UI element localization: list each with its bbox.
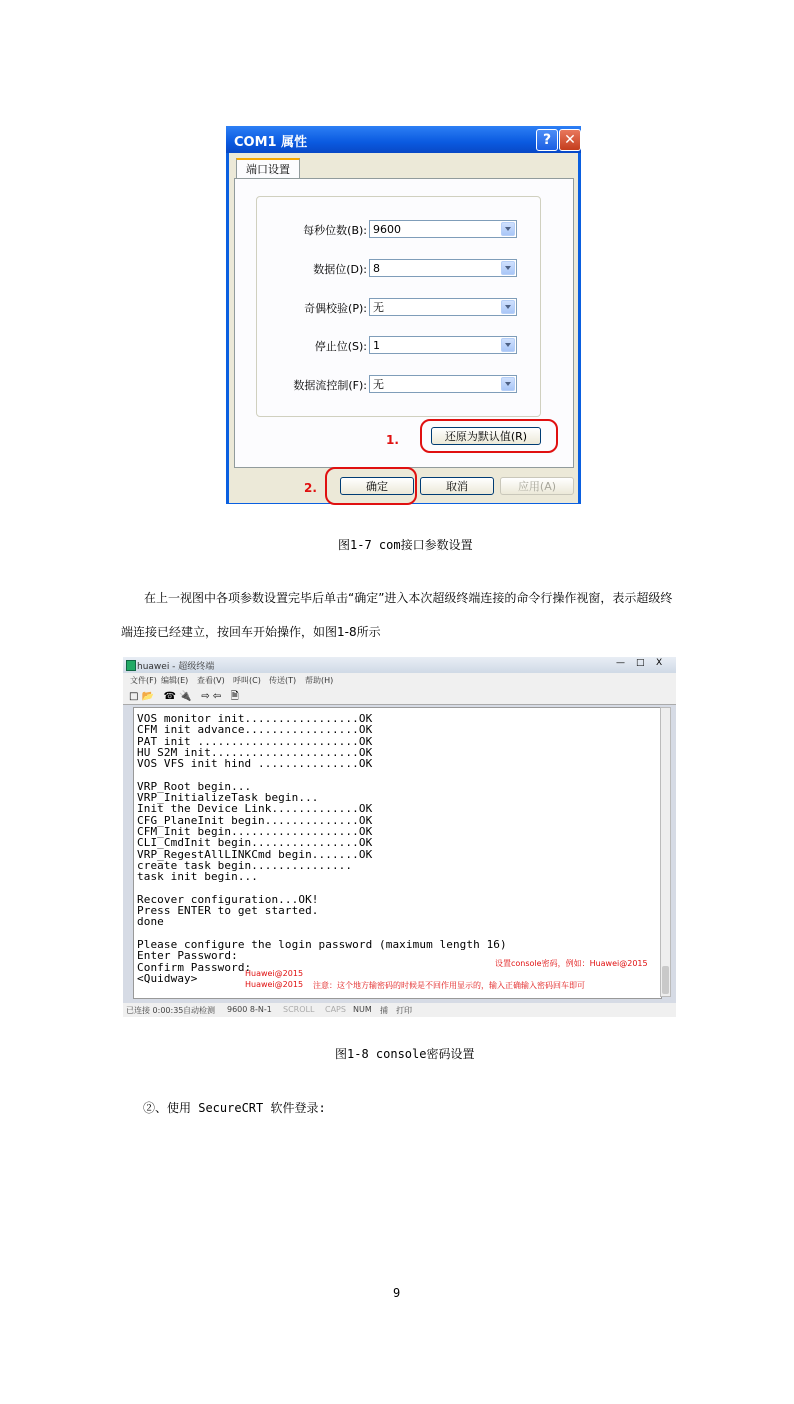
terminal-toolbar xyxy=(123,687,676,705)
terminal-line: VRP_InitializeTask begin... xyxy=(137,791,319,805)
menu-help[interactable]: 帮助(H) xyxy=(305,676,334,685)
page-number: 9 xyxy=(393,1286,401,1300)
status-scroll: SCROLL xyxy=(283,1005,315,1014)
terminal-line: VRP_Root begin... xyxy=(137,779,252,793)
chevron-down-icon[interactable] xyxy=(501,338,515,352)
tab-port-settings[interactable]: 端口设置 xyxy=(236,158,300,180)
chevron-down-icon[interactable] xyxy=(501,222,515,236)
status-port-settings: 9600 8-N-1 xyxy=(227,1005,272,1014)
vertical-scrollbar[interactable] xyxy=(660,707,671,997)
menu-file[interactable]: 文件(F) xyxy=(130,676,157,685)
terminal-titlebar[interactable] xyxy=(123,657,676,673)
toolbar-icons[interactable]: □ 📂 ☎ 🔌 ⇨ ⇦ 🗎 xyxy=(129,691,239,702)
dialog-body xyxy=(229,153,578,503)
status-caps: CAPS xyxy=(325,1005,346,1014)
stop-bits-select[interactable] xyxy=(369,336,517,354)
terminal-line: HU S2M init......................OK xyxy=(137,745,373,759)
bits-per-second-value: 9600 xyxy=(373,223,401,236)
terminal-line: Press ENTER to get started. xyxy=(137,904,319,918)
body-paragraph-line-1: 在上一视图中各项参数设置完毕后单击“确定”进入本次超级终端连接的命令行操作视窗，表示超级终 xyxy=(144,591,673,605)
bits-per-second-select[interactable] xyxy=(369,220,517,238)
status-print: 打印 xyxy=(396,1006,412,1015)
step-1-marker: 1. xyxy=(386,433,399,447)
terminal-line: done xyxy=(137,915,164,929)
flow-control-value: 无 xyxy=(373,378,384,391)
terminal-line: Recover configuration...OK! xyxy=(137,892,319,906)
terminal-line: VOS VFS init hind ...............OK xyxy=(137,757,373,771)
terminal-app-icon xyxy=(126,660,136,671)
cancel-button[interactable]: 取消 xyxy=(420,477,494,495)
dialog-title: COM1 属性 xyxy=(234,135,308,150)
terminal-line: Init the Device Link.............OK xyxy=(137,802,373,816)
terminal-line: PAT init ........................OK xyxy=(137,734,373,748)
figure-caption-1: 图1-7 com接口参数设置 xyxy=(338,538,473,552)
stop-bits-label: 停止位(S): xyxy=(314,340,367,353)
minimize-button[interactable]: — xyxy=(616,658,625,668)
flow-control-label: 数据流控制(F): xyxy=(293,379,367,392)
parity-select[interactable] xyxy=(369,298,517,316)
terminal-line: Enter Password: xyxy=(137,949,238,963)
scrollbar-thumb[interactable] xyxy=(662,966,669,994)
password-value-2: Huawei@2015 xyxy=(245,980,304,989)
restore-defaults-button[interactable]: 还原为默认值(R) xyxy=(431,427,541,445)
terminal-statusbar xyxy=(123,1003,676,1017)
menu-transfer[interactable]: 传送(T) xyxy=(269,676,297,685)
com1-properties-dialog xyxy=(226,126,581,504)
terminal-line: task init begin... xyxy=(137,870,259,884)
password-value-1: Huawei@2015 xyxy=(245,969,304,978)
terminal-line: <Quidway> xyxy=(137,971,198,985)
terminal-title: huawei - 超级终端 xyxy=(137,662,215,672)
status-autodetect: 自动检测 xyxy=(183,1006,215,1015)
terminal-line: create task begin............... xyxy=(137,858,353,872)
step-2-marker: 2. xyxy=(304,481,317,495)
hyperterminal-window xyxy=(123,657,676,1017)
data-bits-label: 数据位(D): xyxy=(313,263,367,276)
status-capture: 捕 xyxy=(380,1006,388,1015)
terminal-line: CFM init advance.................OK xyxy=(137,723,373,737)
help-button[interactable]: ? xyxy=(536,129,558,151)
chevron-down-icon[interactable] xyxy=(501,261,515,275)
step-2-text: ②、使用 SecureCRT 软件登录: xyxy=(143,1101,326,1115)
data-bits-select[interactable] xyxy=(369,259,517,277)
terminal-line: Please configure the login password (maximum length 16) xyxy=(137,938,507,951)
close-window-button[interactable]: X xyxy=(656,658,663,668)
dialog-titlebar[interactable] xyxy=(226,126,581,153)
terminal-line: Confirm Password: xyxy=(137,960,252,974)
terminal-line: CFM_Init begin...................OK xyxy=(137,825,373,838)
figure-caption-2: 图1-8 console密码设置 xyxy=(335,1047,475,1061)
tab-panel xyxy=(234,178,574,468)
close-button[interactable]: ✕ xyxy=(559,129,581,151)
apply-button: 应用(A) xyxy=(500,477,574,495)
annotation-password-hidden: 注意：这个地方输密码的时候是不回作用显示的，输入正确输入密码回车即可 xyxy=(313,981,585,990)
menu-view[interactable]: 查看(V) xyxy=(197,676,225,685)
terminal-line: CLI_CmdInit begin................OK xyxy=(137,836,373,850)
terminal-screen[interactable] xyxy=(133,707,662,999)
menu-call[interactable]: 呼叫(C) xyxy=(233,676,261,685)
annotation-set-password: 设置console密码，例如：Huawei@2015 xyxy=(495,959,648,968)
terminal-line: CFG_PlaneInit begin..............OK xyxy=(137,813,373,827)
status-connected: 已连接 0:00:35 xyxy=(126,1006,184,1015)
terminal-line: VOS monitor init.................OK xyxy=(137,712,373,725)
chevron-down-icon[interactable] xyxy=(501,300,515,314)
chevron-down-icon[interactable] xyxy=(501,377,515,391)
parity-value: 无 xyxy=(373,301,384,314)
status-num: NUM xyxy=(353,1005,372,1014)
flow-control-select[interactable] xyxy=(369,375,517,393)
stop-bits-value: 1 xyxy=(373,339,380,352)
terminal-line: VRP_RegestAllLINKCmd begin.......OK xyxy=(137,847,373,861)
data-bits-value: 8 xyxy=(373,262,380,275)
parity-label: 奇偶校验(P): xyxy=(304,302,367,315)
body-paragraph-line-2: 端连接已经建立，按回车开始操作，如图1-8所示 xyxy=(121,625,381,639)
terminal-menubar xyxy=(123,673,676,687)
menu-edit[interactable]: 编辑(E) xyxy=(161,676,189,685)
bits-per-second-label: 每秒位数(B): xyxy=(303,224,367,237)
maximize-button[interactable]: □ xyxy=(636,658,645,668)
ok-button[interactable]: 确定 xyxy=(340,477,414,495)
